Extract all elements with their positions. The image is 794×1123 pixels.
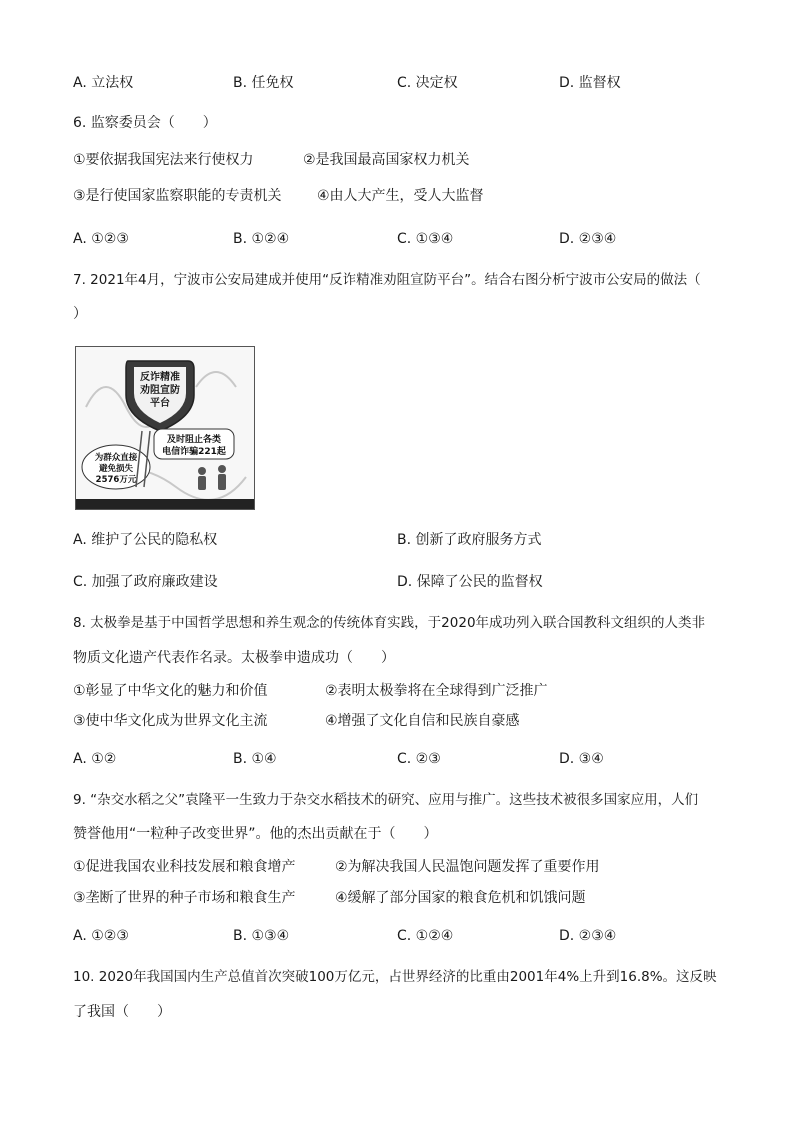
bubble-left-text-3: 2576万元 bbox=[95, 475, 137, 485]
bubble-left-text-2: 避免损失 bbox=[98, 464, 134, 474]
q9-option-d[interactable]: D. ②③④ bbox=[559, 928, 617, 944]
q7-option-a[interactable]: A. 维护了公民的隐私权 bbox=[73, 532, 218, 548]
q9-statement-1: ①促进我国农业科技发展和粮食增产 bbox=[73, 859, 296, 875]
q8-stem-line2: 物质文化遗产代表作名录。太极拳申遗成功（ ） bbox=[73, 650, 395, 666]
q8-statement-4: ④增强了文化自信和民族自豪感 bbox=[325, 713, 520, 729]
q6-option-b[interactable]: B. ①②④ bbox=[233, 231, 290, 247]
q6-statement-4: ④由人大产生，受人大监督 bbox=[317, 188, 484, 204]
q6-statement-3: ③是行使国家监察职能的专责机关 bbox=[73, 188, 282, 204]
people-icon bbox=[198, 465, 226, 490]
q7-figure bbox=[75, 346, 255, 510]
q8-statement-1: ①彰显了中华文化的魅力和价值 bbox=[73, 683, 268, 699]
q10-stem-line1: 10. 2020年我国国内生产总值首次突破100万亿元，占世界经济的比重由2001年4%上升到16.8%。这反映 bbox=[73, 969, 717, 985]
q5-option-b[interactable]: B. 任免权 bbox=[233, 75, 294, 91]
q5-option-c[interactable]: C. 决定权 bbox=[397, 75, 458, 91]
q8-option-d[interactable]: D. ③④ bbox=[559, 751, 604, 767]
q8-option-b[interactable]: B. ①④ bbox=[233, 751, 277, 767]
q6-option-d[interactable]: D. ②③④ bbox=[559, 231, 617, 247]
bubble-right-text-1: 及时阻止各类 bbox=[166, 435, 222, 445]
q6-stem: 6. 监察委员会（ ） bbox=[73, 115, 217, 131]
q9-stem-line2: 赞誉他用“一粒种子改变世界”。他的杰出贡献在于（ ） bbox=[73, 826, 438, 842]
q9-stem-line1: 9. “杂交水稻之父”袁隆平一生致力于杂交水稻技术的研究、应用与推广。这些技术被很多国家应用，人们 bbox=[73, 792, 699, 808]
q9-statement-2: ②为解决我国人民温饱问题发挥了重要作用 bbox=[335, 859, 600, 875]
q6-option-c[interactable]: C. ①③④ bbox=[397, 231, 454, 247]
q5-option-a[interactable]: A. 立法权 bbox=[73, 75, 134, 91]
q7-figure-illustration bbox=[76, 347, 254, 509]
q7-stem-line2: ） bbox=[73, 306, 87, 322]
q6-option-a[interactable]: A. ①②③ bbox=[73, 231, 129, 247]
q10-stem-line2: 了我国（ ） bbox=[73, 1004, 171, 1020]
q9-statement-3: ③垄断了世界的种子市场和粮食生产 bbox=[73, 890, 296, 906]
q7-option-d[interactable]: D. 保障了公民的监督权 bbox=[397, 574, 543, 590]
q9-option-c[interactable]: C. ①②④ bbox=[397, 928, 454, 944]
q6-statement-2: ②是我国最高国家权力机关 bbox=[303, 152, 470, 168]
q8-statement-2: ②表明太极拳将在全球得到广泛推广 bbox=[325, 683, 548, 699]
q8-option-a[interactable]: A. ①② bbox=[73, 751, 117, 767]
q6-statement-1: ①要依据我国宪法来行使权力 bbox=[73, 152, 254, 168]
bubble-left-text-1: 为群众直接 bbox=[94, 453, 138, 463]
q7-option-b[interactable]: B. 创新了政府服务方式 bbox=[397, 532, 542, 548]
shield-text-1: 反诈精准 bbox=[140, 372, 180, 383]
q8-option-c[interactable]: C. ②③ bbox=[397, 751, 441, 767]
figure-caption-bar bbox=[76, 499, 254, 509]
q9-statement-4: ④缓解了部分国家的粮食危机和饥饿问题 bbox=[335, 890, 586, 906]
q7-stem-line1: 7. 2021年4月，宁波市公安局建成并使用“反诈精准劝阻宣防平台”。结合右图分析宁波市公安局的做法（ bbox=[73, 272, 701, 288]
q7-option-c[interactable]: C. 加强了政府廉政建设 bbox=[73, 574, 218, 590]
bubble-right-text-2: 电信诈骗221起 bbox=[162, 447, 226, 457]
shield-text-3: 平台 bbox=[150, 398, 170, 409]
q9-option-a[interactable]: A. ①②③ bbox=[73, 928, 129, 944]
q9-option-b[interactable]: B. ①③④ bbox=[233, 928, 290, 944]
q5-option-d[interactable]: D. 监督权 bbox=[559, 75, 621, 91]
q8-stem-line1: 8. 太极拳是基于中国哲学思想和养生观念的传统体育实践，于2020年成功列入联合国教科文组织的人类非 bbox=[73, 615, 706, 631]
q8-statement-3: ③使中华文化成为世界文化主流 bbox=[73, 713, 268, 729]
shield-text-2: 劝阻宣防 bbox=[140, 385, 180, 396]
